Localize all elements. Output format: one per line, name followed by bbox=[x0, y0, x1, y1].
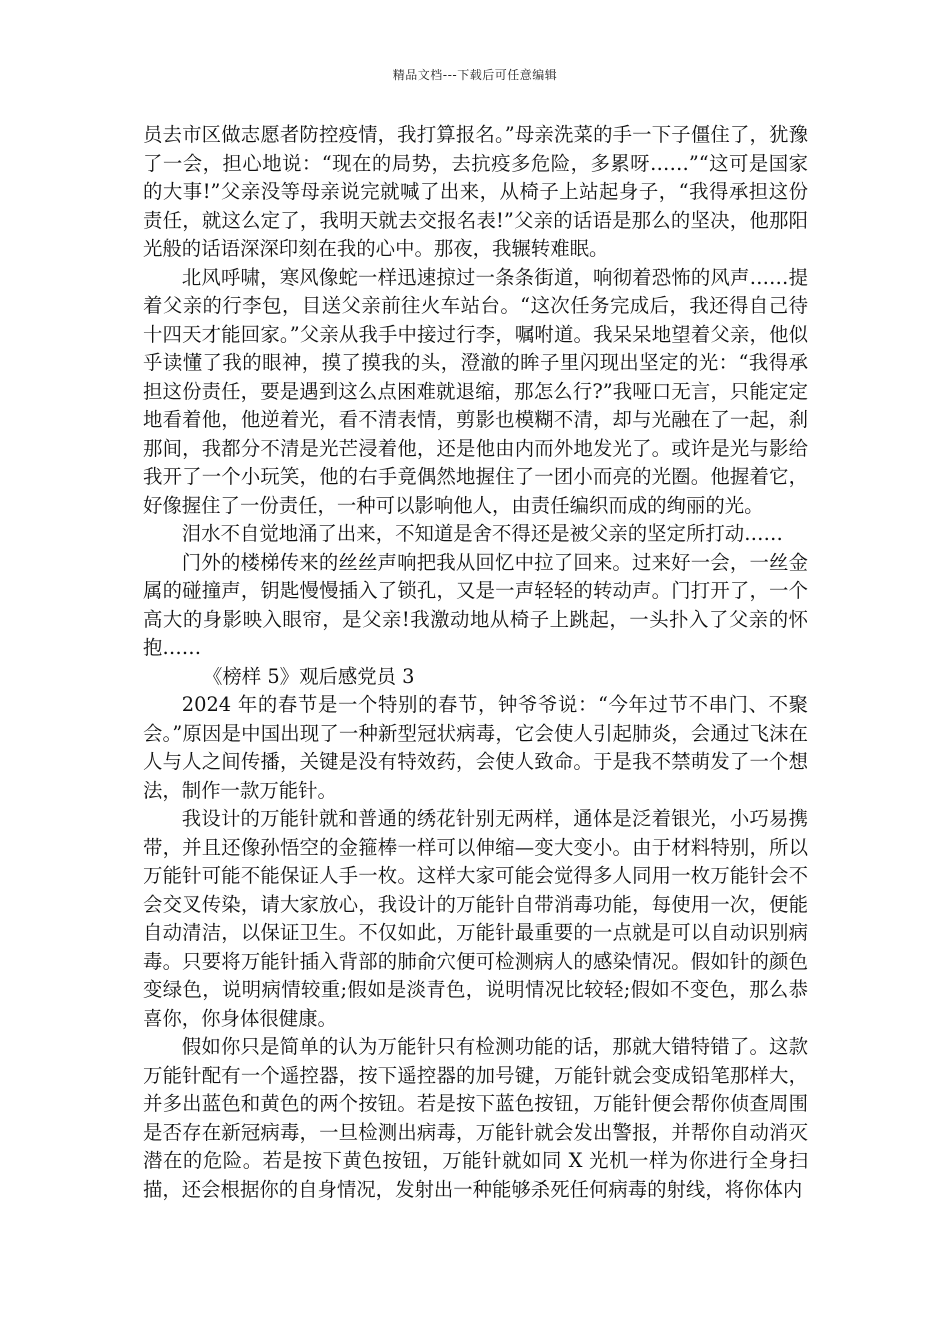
paragraph: 门外的楼梯传来的丝丝声响把我从回忆中拉了回来。过来好一会，一丝金属的碰撞声，钥匙慢慢插入了锁孔，又是一声轻轻的转动声。门打开了，一个高大的身影映入眼帘，是父亲!我激动地从椅子上跳起，一头扑入了父亲的怀抱…… bbox=[143, 550, 808, 659]
paragraph: 北风呼啸，寒风像蛇一样迅速掠过一条条街道，响彻着恐怖的风声……提着父亲的行李包，目送父亲前往火车站台。“这次任务完成后，我还得自己待十四天才能回家。”父亲从我手中接过行李，嘱咐道。我呆呆地望着父亲，他似乎读懂了我的眼神，摸了摸我的头，澄澈的眸子里闪现出坚定的光：“我得承担这份责任，要是遇到这么点困难就退缩，那怎么行?”我哑口无言，只能定定地看着他，他逆着光，看不清表情，剪影也模糊不清，却与光融在了一起，刹那间，我都分不清是光芒浸着他，还是他由内而外地发光了。或许是光与影给我开了一个小玩笑，他的右手竟偶然地握住了一团小而亮的光圈。他握着它，好像握住了一份责任，一种可以影响他人，由责任编织而成的绚丽的光。 bbox=[143, 265, 808, 517]
paragraph: 员去市区做志愿者防控疫情，我打算报名。”母亲洗菜的手一下子僵住了，犹豫了一会，担心地说：“现在的局势，去抗疫多危险，多累呀……”“这可是国家的大事!”父亲没等母亲说完就喊了出来，从椅子上站起身子，“我得承担这份责任，就这么定了，我明天就去交报名表!”父亲的话语是那么的坚决，他那阳光般的话语深深印刻在我的心中。那夜，我辗转难眠。 bbox=[143, 123, 808, 260]
document-body bbox=[143, 121, 808, 1204]
paragraph: 泪水不自觉地涌了出来，不知道是舍不得还是被父亲的坚定所打动…… bbox=[181, 522, 783, 545]
paragraph: 我设计的万能针就和普通的绣花针别无两样，通体是泛着银光，小巧易携带，并且还像孙悟空的金箍棒一样可以伸缩—变大变小。由于材料特别，所以万能针可能不能保证人手一枚。这样大家可能会觉得多人同用一枚万能针会不会交叉传染，请大家放心，我设计的万能针自带消毒功能，每使用一次，便能自动清洁，以保证卫生。不仅如此，万能针最重要的一点就是可以自动识别病毒。只要将万能针插入背部的肺俞穴便可检测病人的感染情况。假如针的颜色变绿色，说明病情较重;假如是淡青色，说明情况比较轻;假如不变色，那么恭喜你，你身体很健康。 bbox=[143, 807, 808, 1030]
page-header: 精品文档---下载后可任意编辑 bbox=[392, 68, 558, 82]
essay-title: 《榜样 5》观后感党员 3 bbox=[203, 664, 415, 688]
paragraph: 2024 年的春节是一个特别的春节，钟爷爷说：“今年过节不串门、不聚会。”原因是中国出现了一种新型冠状病毒，它会使人引起肺炎，会通过飞沫在人与人之间传播，关键是没有特效药，会使人致命。于是我不禁萌发了一个想法，制作一款万能针。 bbox=[143, 693, 808, 802]
paragraph: 假如你只是简单的认为万能针只有检测功能的话，那就大错特错了。这款万能针配有一个遥控器，按下遥控器的加号键，万能针就会变成铅笔那样大，并多出蓝色和黄色的两个按钮。若是按下蓝色按钮，万能针便会帮你侦查周围是否存在新冠病毒，一旦检测出病毒，万能针就会发出警报，并帮你自动消灭潜在的危险。若是按下黄色按钮，万能针就如同 X 光机一样为你进行全身扫描，还会根据你的自身情况，发射出一种能够杀死任何病毒的射线，将你体内 bbox=[143, 1035, 808, 1201]
